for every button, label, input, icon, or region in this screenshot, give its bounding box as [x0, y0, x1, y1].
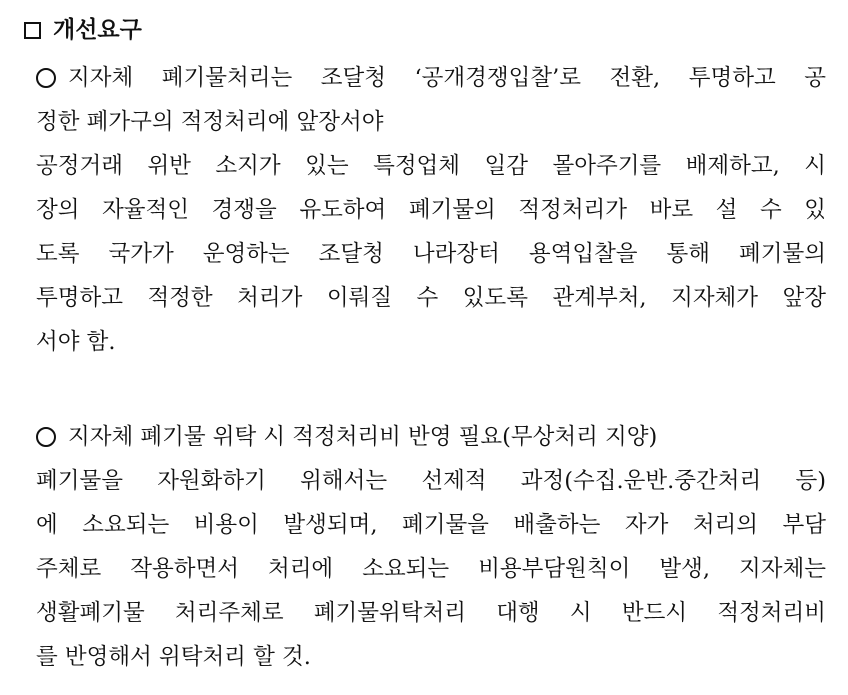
item-title-line: 정한 폐가구의 적정처리에 앞장서야	[36, 109, 384, 135]
circle-bullet-icon	[36, 427, 56, 447]
paragraph-line: 를 반영해서 위탁처리 할 것.	[36, 644, 311, 670]
paragraph-line: 투명하고 적정한 처리가 이뤄질 수 있도록 관계부처, 지자체가 앞장	[36, 285, 826, 311]
paragraph-line: 도록 국가가 운영하는 조달청 나라장터 용역입찰을 통해 폐기물의	[36, 241, 826, 267]
paragraph-line: 공정거래 위반 소지가 있는 특정업체 일감 몰아주기를 배제하고, 시	[36, 153, 826, 179]
paragraph-line: 장의 자율적인 경쟁을 유도하여 폐기물의 적정처리가 바로 설 수 있	[36, 197, 826, 223]
checkbox-icon	[24, 22, 41, 39]
paragraph-line: 주체로 작용하면서 처리에 소요되는 비용부담원칙이 발생, 지자체는	[36, 556, 826, 582]
heading-text: 개선요구	[53, 17, 142, 43]
paragraph-line: 생활폐기물 처리주체로 폐기물위탁처리 대행 시 반드시 적정처리비	[36, 600, 826, 626]
paragraph-line: 에 소요되는 비용이 발생되며, 폐기물을 배출하는 자가 처리의 부담	[36, 512, 826, 538]
paragraph-line: 폐기물을 자원화하기 위해서는 선제적 과정(수집.운반.중간처리 등)	[36, 468, 826, 494]
item-title-line: 지자체 폐기물처리는 조달청 ‘공개경쟁입찰’로 전환, 투명하고 공	[36, 60, 826, 96]
item-title-line: 지자체 폐기물 위탁 시 적정처리비 반영 필요(무상처리 지양)	[36, 419, 826, 455]
section-heading	[24, 12, 142, 48]
paragraph-line: 서야 함.	[36, 329, 116, 355]
circle-bullet-icon	[36, 68, 56, 88]
